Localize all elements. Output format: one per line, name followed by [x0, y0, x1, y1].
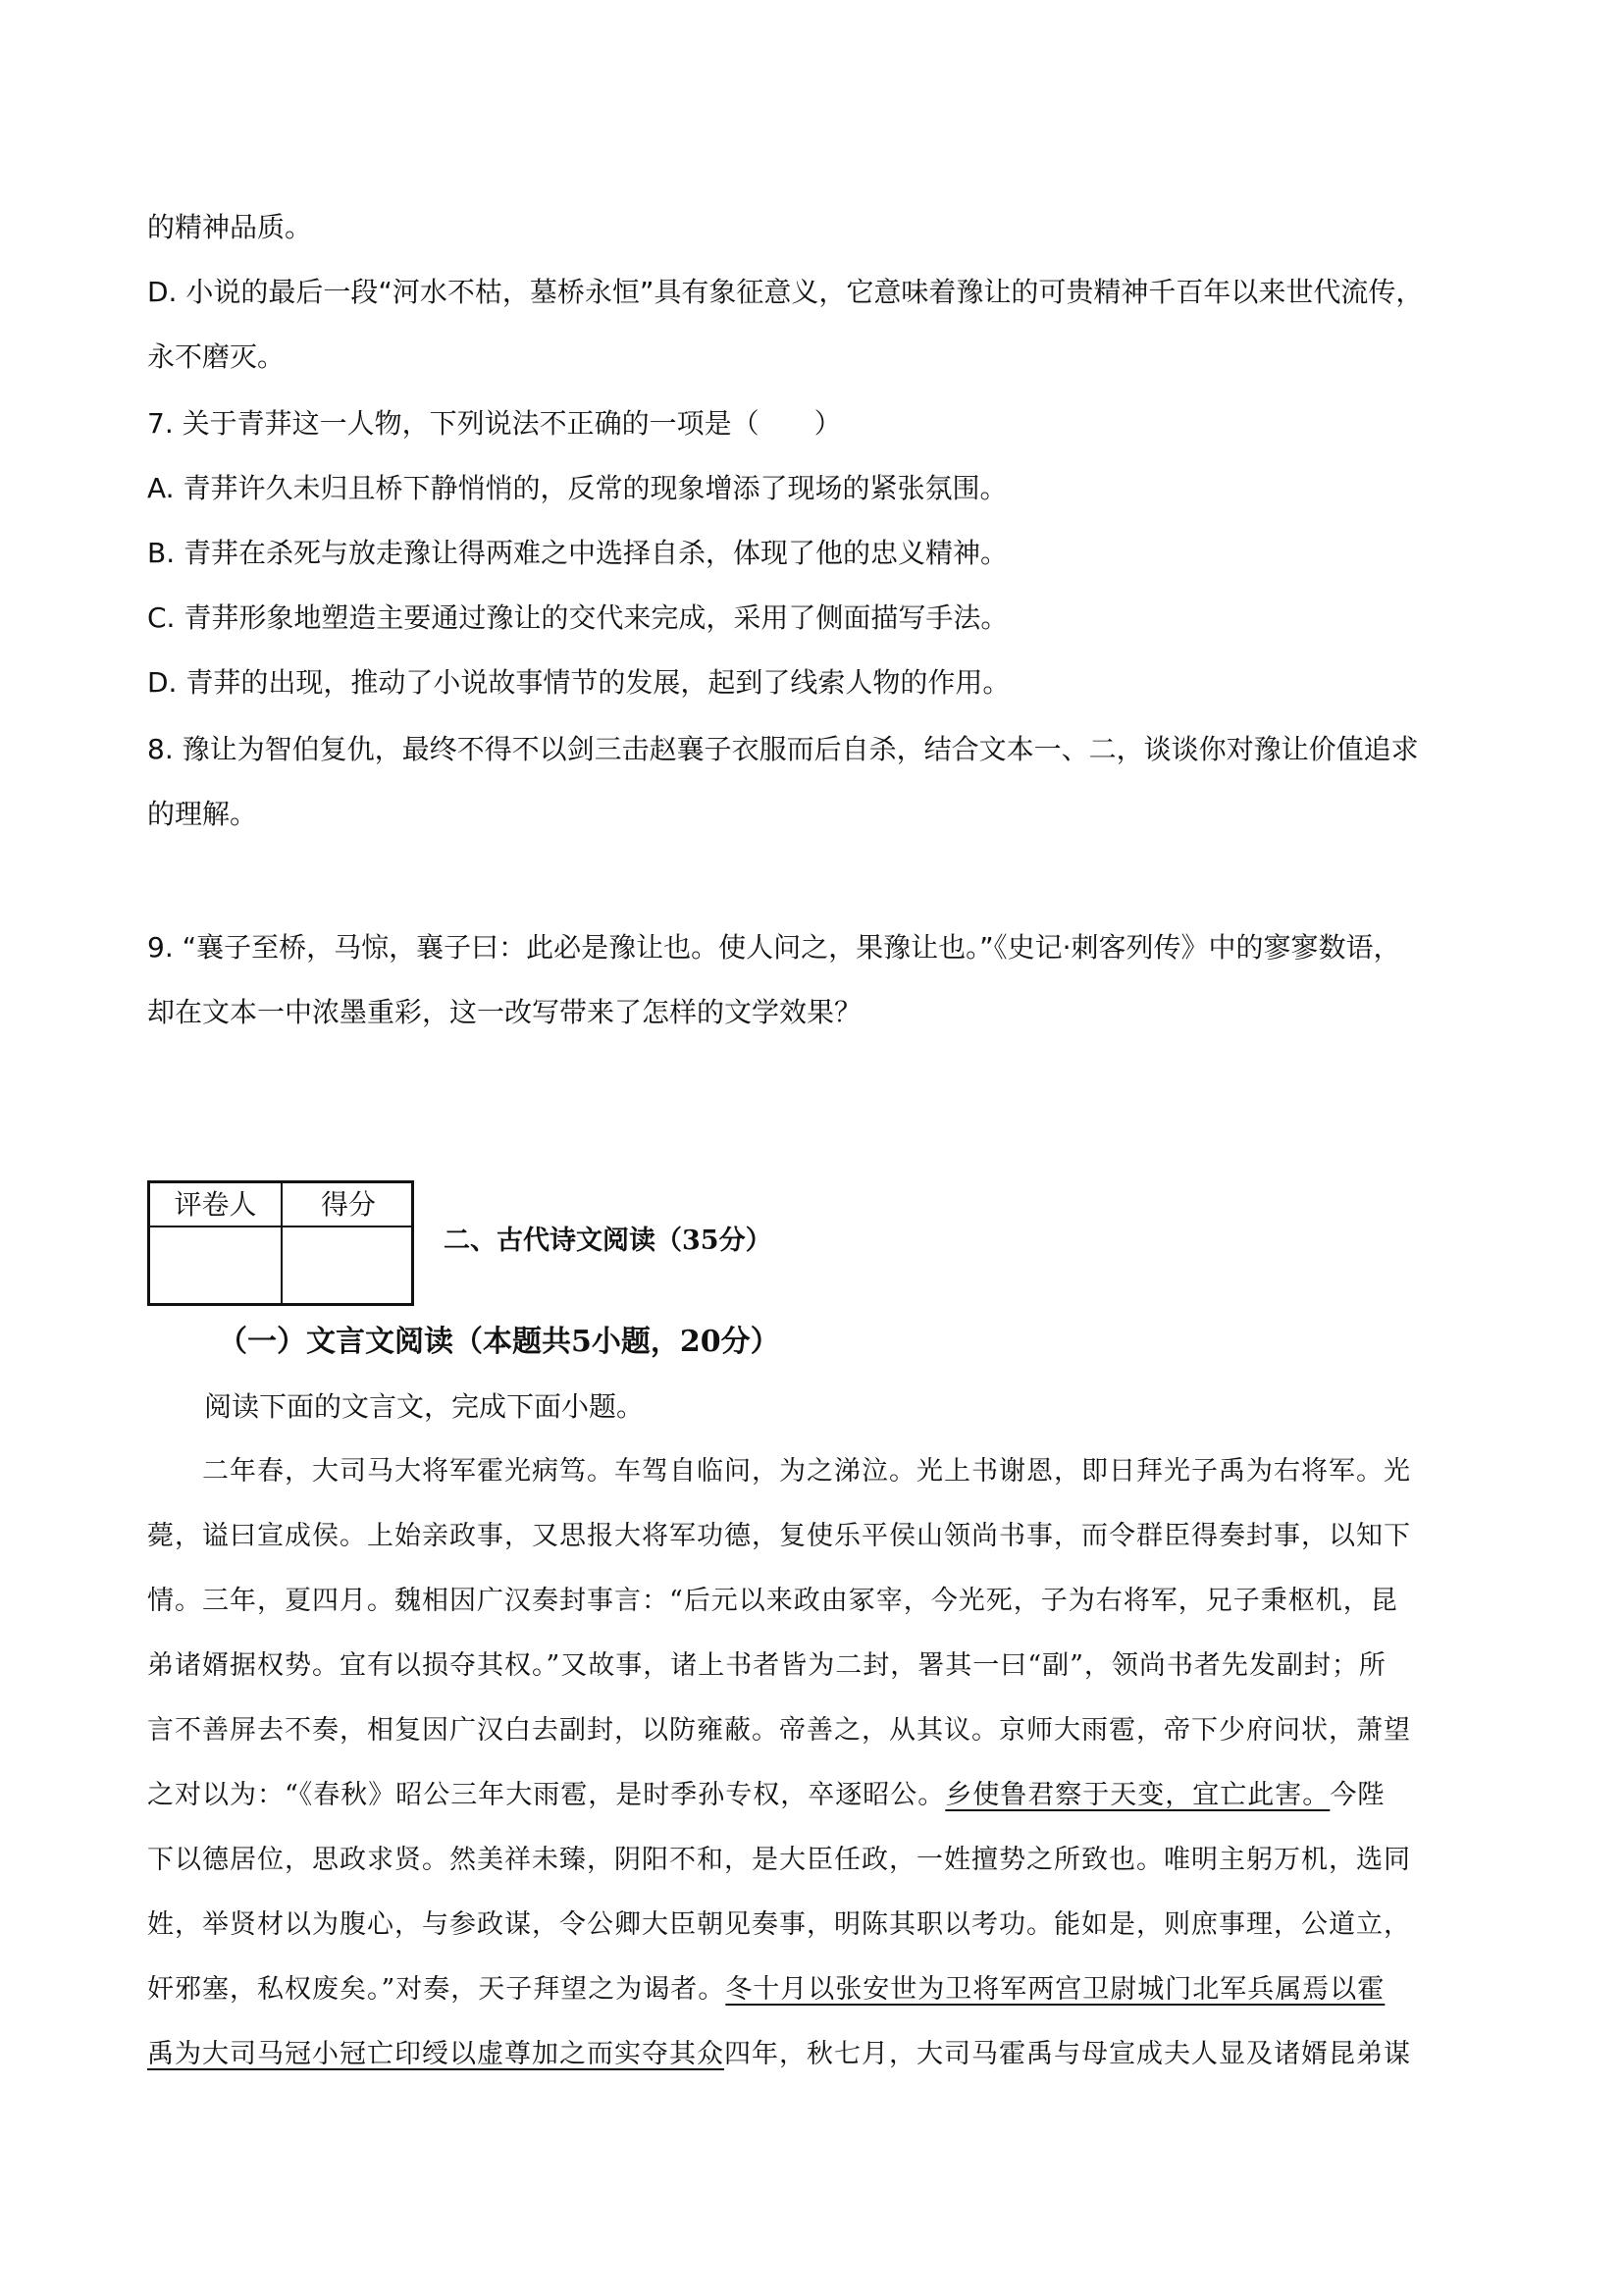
- classical-line: 薨，谥曰宣成侯。上始亲政事，又思报大将军功德，复使乐平侯山领尚书事，而令群臣得奏封事，以知下: [147, 1521, 1411, 1551]
- option-c: C. 青荓形象地塑造主要通过豫让的交代来完成，采用了侧面描写手法。: [147, 601, 1009, 634]
- option-d: D. 青荓的出现，推动了小说故事情节的发展，起到了线索人物的作用。: [147, 666, 1011, 699]
- score-header: 得分: [320, 1188, 376, 1221]
- table-divider: [150, 1226, 411, 1227]
- classical-line: 弟诸婿据权势。宜有以损夺其权。”又故事，诸上书者皆为二封，署其一曰“副”，领尚书者先发副封；所: [147, 1650, 1387, 1681]
- question-8: 8. 豫让为智伯复仇，最终不得不以剑三击赵襄子衣服而后自杀，结合文本一、二，谈谈你对豫让价值追求: [147, 733, 1419, 765]
- score-table: [147, 1180, 414, 1306]
- section-title: 二、古代诗文阅读（35分）: [444, 1226, 772, 1256]
- classical-text: 四年，秋七月，大司马霍禹与母宣成夫人显及诸婿昆弟谋: [724, 2039, 1411, 2069]
- classical-line: 言不善屏去不奏，相复因广汉白去副封，以防雍蔽。帝善之，从其议。京师大雨雹，帝下少府问状，萧望: [147, 1715, 1411, 1746]
- underlined-sentence: 乡使鲁君察于天变，宜亡此害。: [945, 1780, 1331, 1810]
- classical-line: 情。三年，夏四月。魏相因广汉奏封事言：“后元以来政由冢宰，今光死，子为右将军，兄子秉枢机，昆: [147, 1586, 1398, 1616]
- classical-line: 二年春，大司马大将军霍光病笃。车驾自临问，为之涕泣。光上书谢恩，即日拜光子禹为右将军。光: [147, 1456, 1411, 1487]
- classical-text: 之对以为：“《春秋》昭公三年大雨雹，是时季孙专权，卒逐昭公。: [147, 1780, 946, 1810]
- question-9: 9. “襄子至桥，马惊，襄子曰：此必是豫让也。使人问之，果豫让也。”《史记·刺客列传》中的寥寥数语，: [147, 931, 1401, 964]
- subsection-title: （一）文言文阅读（本题共5小题，20分）: [218, 1325, 780, 1359]
- option-a: A. 青荓许久未归且桥下静悄悄的，反常的现象增添了现场的紧张氛围。: [147, 472, 1008, 504]
- underlined-sentence: 冬十月以张安世为卫将军两宫卫尉城门北军兵属焉以霍: [725, 1974, 1386, 2005]
- grader-header: 评卷人: [174, 1188, 257, 1221]
- text-line: D. 小说的最后一段“河水不枯，墓桥永恒”具有象征意义，它意味着豫让的可贵精神千百年以来世代流传，: [147, 276, 1424, 308]
- classical-text: 今陛: [1330, 1780, 1386, 1810]
- text-line: 却在文本一中浓墨重彩，这一改写带来了怎样的文学效果？: [147, 996, 863, 1028]
- text-line: 的精神品质。: [147, 211, 313, 243]
- classical-line: [147, 1970, 1482, 2009]
- classical-text: 奸邪塞，私权废矣。”对奏，天子拜望之为谒者。: [147, 1974, 726, 2005]
- classical-line: [147, 2035, 1482, 2074]
- instruction-text: 阅读下面的文言文，完成下面小题。: [204, 1390, 645, 1423]
- classical-line: 下以德居位，思政求贤。然美祥未臻，阴阳不和，是大臣任政，一姓擅势之所致也。唯明主躬万机，选同: [147, 1845, 1411, 1875]
- text-line: 永不磨灭。: [147, 340, 286, 373]
- question-7: 7. 关于青荓这一人物，下列说法不正确的一项是（ ）: [147, 407, 842, 440]
- underlined-sentence: 禹为大司马冠小冠亡印绶以虚尊加之而实夺其众: [147, 2039, 724, 2069]
- option-b: B. 青荓在杀死与放走豫让得两难之中选择自杀，体现了他的忠义精神。: [147, 537, 1009, 569]
- text-line: 的理解。: [147, 798, 258, 830]
- classical-line: 姓，举贤材以为腹心，与参政谋，令公卿大臣朝见奏事，明陈其职以考功。能如是，则庶事理，公道立，: [147, 1909, 1411, 1940]
- classical-line: [147, 1776, 1482, 1815]
